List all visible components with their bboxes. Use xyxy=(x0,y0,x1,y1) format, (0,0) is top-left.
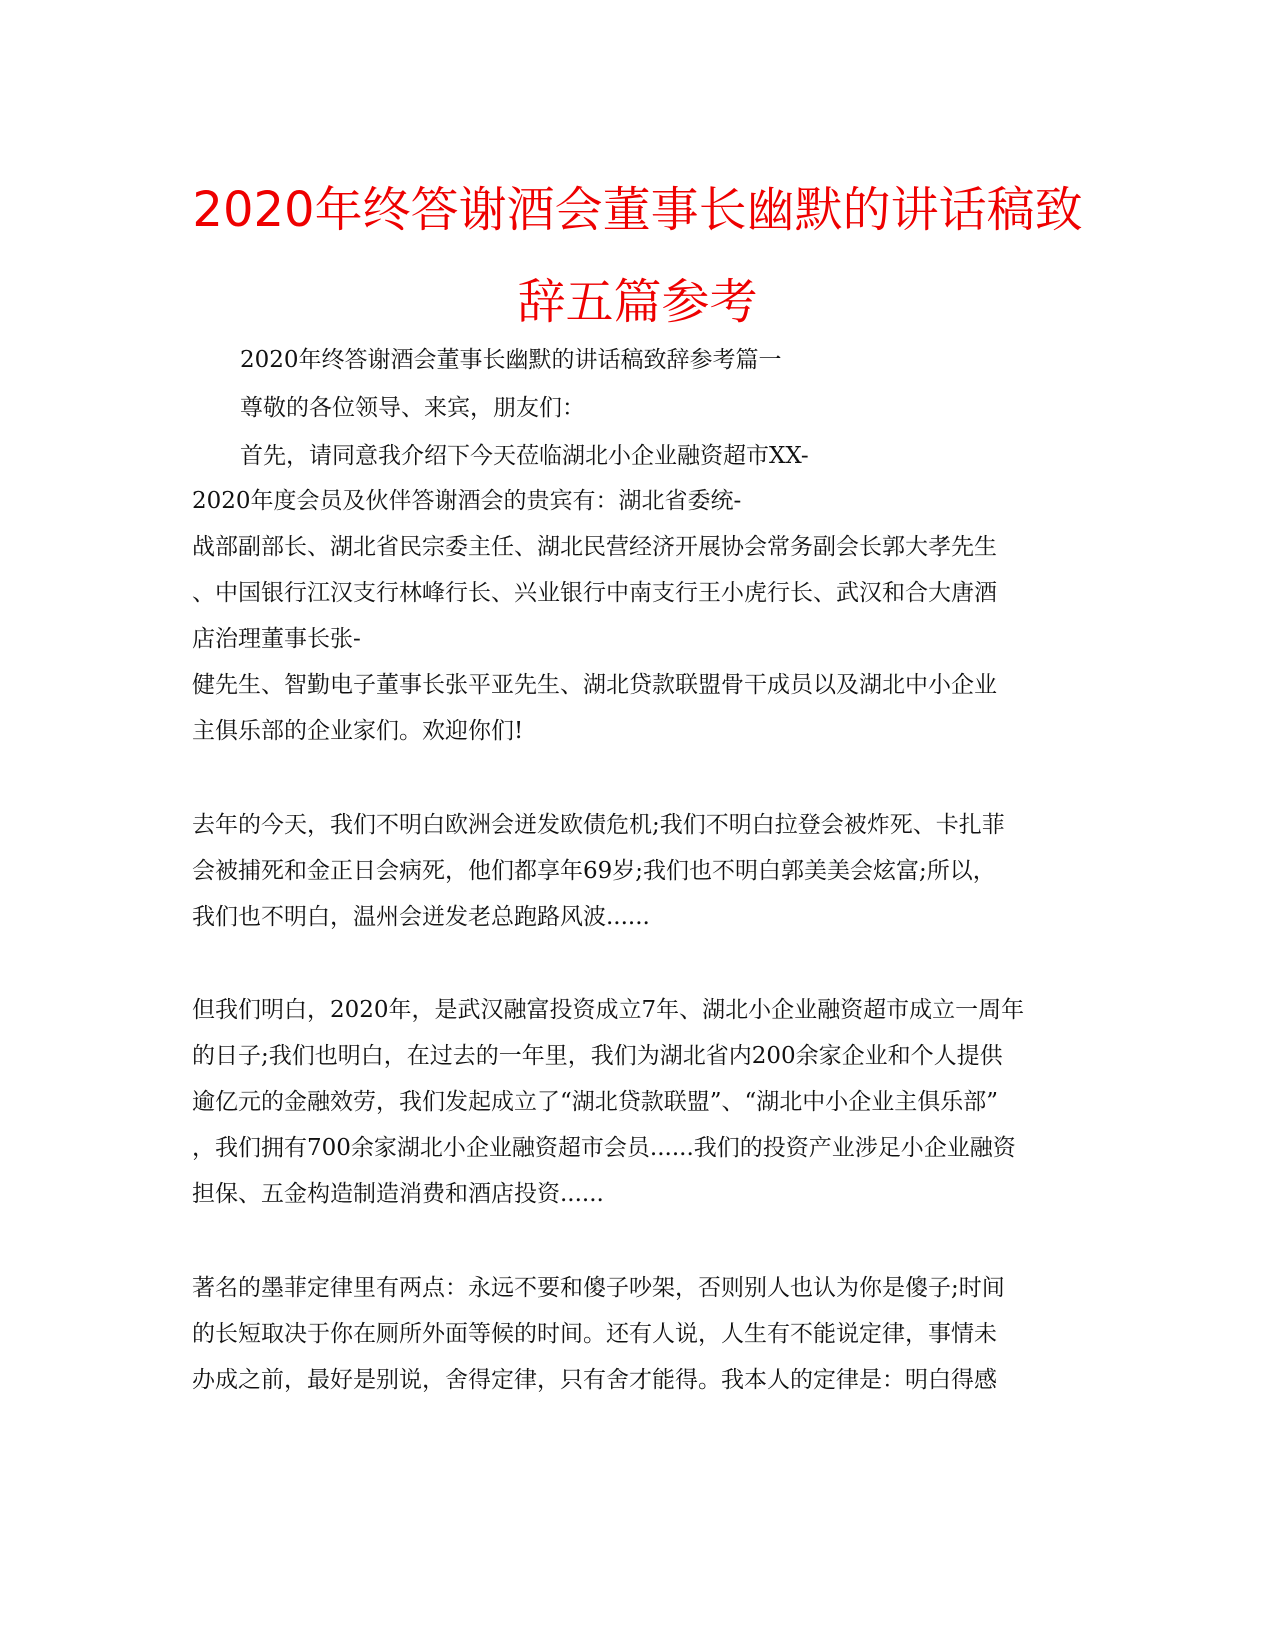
body-line: 战部副部长、湖北省民宗委主任、湖北民营经济开展协会常务副会长郭大孝先生 xyxy=(192,534,997,560)
body-line: 担保、五金构造制造消费和酒店投资...... xyxy=(192,1181,604,1207)
body-line: ，我们拥有700余家湖北小企业融资超市会员......我们的投资产业涉足小企业融资 xyxy=(192,1135,1016,1161)
body-line: 2020年度会员及伙伴答谢酒会的贵宾有：湖北省委统- xyxy=(192,488,742,514)
body-line: 去年的今天，我们不明白欧洲会迸发欧债危机;我们不明白拉登会被炸死、卡扎菲 xyxy=(192,812,1005,838)
body-line: 、中国银行江汉支行林峰行长、兴业银行中南支行王小虎行长、武汉和合大唐酒 xyxy=(192,580,997,606)
body-line: 健先生、智勤电子董事长张平亚先生、湖北贷款联盟骨干成员以及湖北中小企业 xyxy=(192,672,997,698)
body-line: 我们也不明白，温州会迸发老总跑路风波...... xyxy=(192,904,650,930)
body-line: 著名的墨菲定律里有两点：永远不要和傻子吵架，否则别人也认为你是傻子;时间 xyxy=(192,1275,1005,1301)
body-line: 的长短取决于你在厕所外面等候的时间。还有人说，人生有不能说定律，事情未 xyxy=(192,1321,997,1347)
document-title-line-1: 2020年终答谢酒会董事长幽默的讲话稿致 xyxy=(192,182,1083,238)
body-line: 但我们明白，2020年，是武汉融富投资成立7年、湖北小企业融资超市成立一周年 xyxy=(192,997,1025,1023)
body-line: 会被捕死和金正日会病死，他们都享年69岁;我们也不明白郭美美会炫富;所以， xyxy=(192,858,996,884)
body-line: 办成之前，最好是别说，舍得定律，只有舍才能得。我本人的定律是：明白得感 xyxy=(192,1367,997,1393)
salutation: 尊敬的各位领导、来宾，朋友们： xyxy=(240,395,585,421)
body-line: 首先，请同意我介绍下今天莅临湖北小企业融资超市XX- xyxy=(240,443,809,469)
section-heading: 2020年终答谢酒会董事长幽默的讲话稿致辞参考篇一 xyxy=(240,347,782,373)
body-line: 主俱乐部的企业家们。欢迎你们! xyxy=(192,718,524,744)
body-line: 逾亿元的金融效劳，我们发起成立了“湖北贷款联盟”、“湖北中小企业主俱乐部” xyxy=(192,1089,999,1115)
body-line: 店治理董事长张- xyxy=(192,626,361,652)
body-line: 的日子;我们也明白，在过去的一年里，我们为湖北省内200余家企业和个人提供 xyxy=(192,1043,1003,1069)
document-title-line-2: 辞五篇参考 xyxy=(517,274,758,330)
